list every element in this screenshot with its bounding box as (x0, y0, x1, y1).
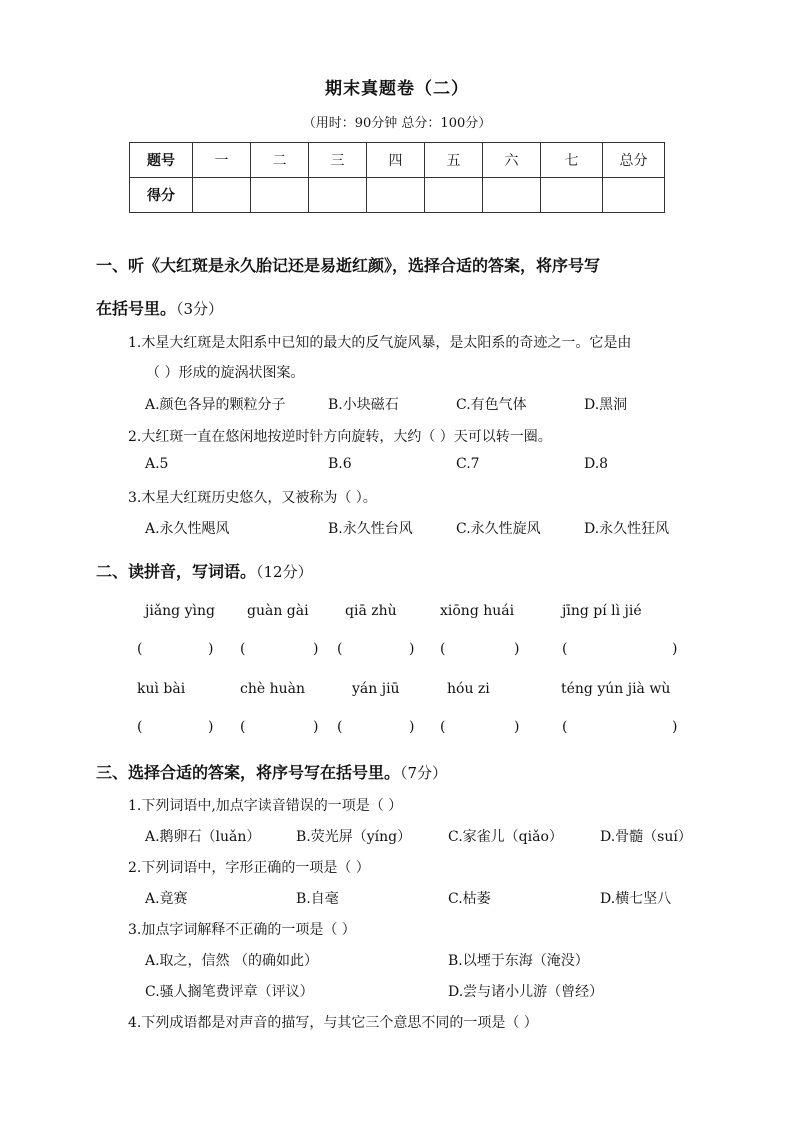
score-table-cell: 一 (193, 143, 251, 178)
pinyin-word: qiā zhù (345, 603, 397, 619)
answer-paren-open: ( (337, 641, 343, 657)
pinyin-word: chè huàn (240, 681, 305, 697)
answer-paren-open: ( (562, 719, 568, 735)
s3-q1-option-c[interactable]: C.家雀儿（qiǎo） (448, 829, 563, 845)
section-3-points: （7分） (400, 764, 448, 782)
answer-paren-close: ) (409, 719, 415, 735)
s3-q2-option-a[interactable]: A.竟赛 (145, 891, 188, 907)
s3-q2-option-d[interactable]: D.横七坚八 (600, 891, 672, 907)
score-table-score-row (130, 178, 665, 213)
section-2-heading-text: 二、读拼音，写词语。 (96, 562, 257, 581)
score-table (129, 142, 665, 213)
s3-q3-option-c[interactable]: C.骚人搁笔费评章（评议） (145, 984, 314, 1000)
s3-question-2: 2.下列词语中，字形正确的一项是（ ） (128, 860, 370, 876)
score-table-cell: 五 (425, 143, 483, 178)
score-entry-cell[interactable] (425, 178, 483, 213)
s3-question-3: 3.加点字词解释不正确的一项是（ ） (128, 922, 356, 938)
answer-paren-open: ( (240, 641, 246, 657)
section-1-heading-cont (96, 296, 223, 319)
s1-q3-option-c[interactable]: C.永久性旋风 (456, 521, 541, 537)
score-entry-cell[interactable] (367, 178, 425, 213)
s3-q1-option-d[interactable]: D.骨髓（suí） (600, 829, 692, 845)
score-table-cell: 得分 (130, 178, 193, 213)
answer-paren-close: ) (208, 719, 214, 735)
s1-q2-option-c[interactable]: C.7 (456, 456, 480, 472)
pinyin-word: jīng pí lì jié (562, 603, 642, 619)
s3-question-4: 4.下列成语都是对声音的描写，与其它三个意思不同的一项是（ ） (128, 1015, 538, 1031)
score-table-cell: 四 (367, 143, 425, 178)
answer-paren-open: ( (137, 719, 143, 735)
score-table-cell: 三 (309, 143, 367, 178)
section-2-heading (96, 559, 313, 582)
score-entry-cell[interactable] (541, 178, 603, 213)
pinyin-word: xiōng huái (440, 603, 515, 619)
answer-paren-open: ( (440, 719, 446, 735)
answer-paren-close: ) (672, 641, 678, 657)
score-entry-cell[interactable] (483, 178, 541, 213)
answer-paren-open: ( (137, 641, 143, 657)
answer-paren-close: ) (208, 641, 214, 657)
s3-question-1: 1.下列词语中,加点字读音错误的一项是（ ） (128, 798, 403, 814)
score-entry-cell[interactable] (193, 178, 251, 213)
s3-q3-option-a[interactable]: A.取之，信然 （的确如此） (145, 953, 319, 969)
s1-question-1: 1.木星大红斑是太阳系中已知的最大的反气旋风暴，是太阳系的奇迹之一。它是由 (128, 335, 632, 351)
s1-q3-option-d[interactable]: D.永久性狂风 (584, 521, 670, 537)
score-table-cell: 六 (483, 143, 541, 178)
s1-q2-option-d[interactable]: D.8 (584, 456, 609, 472)
answer-paren-open: ( (337, 719, 343, 735)
section-3-heading (96, 760, 447, 783)
s1-question-2: 2.大红斑一直在悠闲地按逆时针方向旋转，大约（ ）天可以转一圈。 (128, 429, 552, 445)
answer-paren-open: ( (440, 641, 446, 657)
s3-q3-option-d[interactable]: D.尝与诸小儿游（曾经） (448, 984, 604, 1000)
s1-q1-option-b[interactable]: B.小块磁石 (328, 397, 399, 413)
pinyin-word: hóu zi (447, 681, 490, 697)
score-entry-cell[interactable] (309, 178, 367, 213)
answer-paren-close: ) (313, 719, 319, 735)
answer-paren-open: ( (240, 719, 246, 735)
page-title: 期末真题卷（二） (325, 79, 469, 99)
s1-question-3: 3.木星大红斑历史悠久，又被称为（ ）。 (128, 490, 377, 506)
answer-paren-close: ) (672, 719, 678, 735)
answer-paren-open: ( (562, 641, 568, 657)
score-entry-cell[interactable] (251, 178, 309, 213)
score-table-cell: 题号 (130, 143, 193, 178)
answer-paren-close: ) (514, 719, 520, 735)
pinyin-word: guàn gài (247, 603, 309, 619)
score-entry-cell[interactable] (603, 178, 665, 213)
s1-q1-option-d[interactable]: D.黑洞 (584, 397, 628, 413)
section-1-heading-text: 在括号里。 (96, 299, 177, 318)
answer-paren-close: ) (313, 641, 319, 657)
score-table-cell: 七 (541, 143, 603, 178)
s3-q1-option-a[interactable]: A.鹅卵石（luǎn） (145, 829, 261, 845)
s3-q1-option-b[interactable]: B.荧光屏（yíng） (296, 829, 412, 845)
s3-q2-option-b[interactable]: B.自毫 (296, 891, 339, 907)
s1-q3-option-b[interactable]: B.永久性台风 (328, 521, 413, 537)
score-table-header-row (130, 143, 665, 178)
score-table-cell: 总分 (603, 143, 665, 178)
pinyin-word: yán jiū (352, 681, 400, 697)
s3-q2-option-c[interactable]: C.枯萎 (448, 891, 491, 907)
s1-q1-option-a[interactable]: A.颜色各异的颗粒分子 (145, 397, 286, 413)
section-1-heading: 一、听《大红斑是永久胎记还是易逝红颜》，选择合适的答案，将序号写 (96, 256, 601, 275)
answer-paren-close: ) (514, 641, 520, 657)
pinyin-word: téng yún jià wù (561, 681, 671, 697)
score-table-cell: 二 (251, 143, 309, 178)
s1-q1-option-c[interactable]: C.有色气体 (456, 397, 527, 413)
s1-q2-option-b[interactable]: B.6 (328, 456, 352, 472)
s1-question-1-cont: （ ）形成的旋涡状图案。 (146, 365, 305, 381)
s1-q2-option-a[interactable]: A.5 (145, 456, 169, 472)
pinyin-word: jiǎng yìng (145, 603, 215, 619)
pinyin-word: kuì bài (137, 681, 186, 697)
section-2-points: （12分） (256, 563, 313, 581)
section-1-points: （3分） (176, 300, 224, 318)
s3-q3-option-b[interactable]: B.以堙于东海（淹没） (448, 953, 589, 969)
answer-paren-close: ) (409, 641, 415, 657)
section-3-heading-text: 三、选择合适的答案，将序号写在括号里。 (96, 763, 401, 782)
exam-time-and-score: （用时：90分钟 总分：100分） (302, 116, 492, 131)
s1-q3-option-a[interactable]: A.永久性飓风 (145, 521, 230, 537)
